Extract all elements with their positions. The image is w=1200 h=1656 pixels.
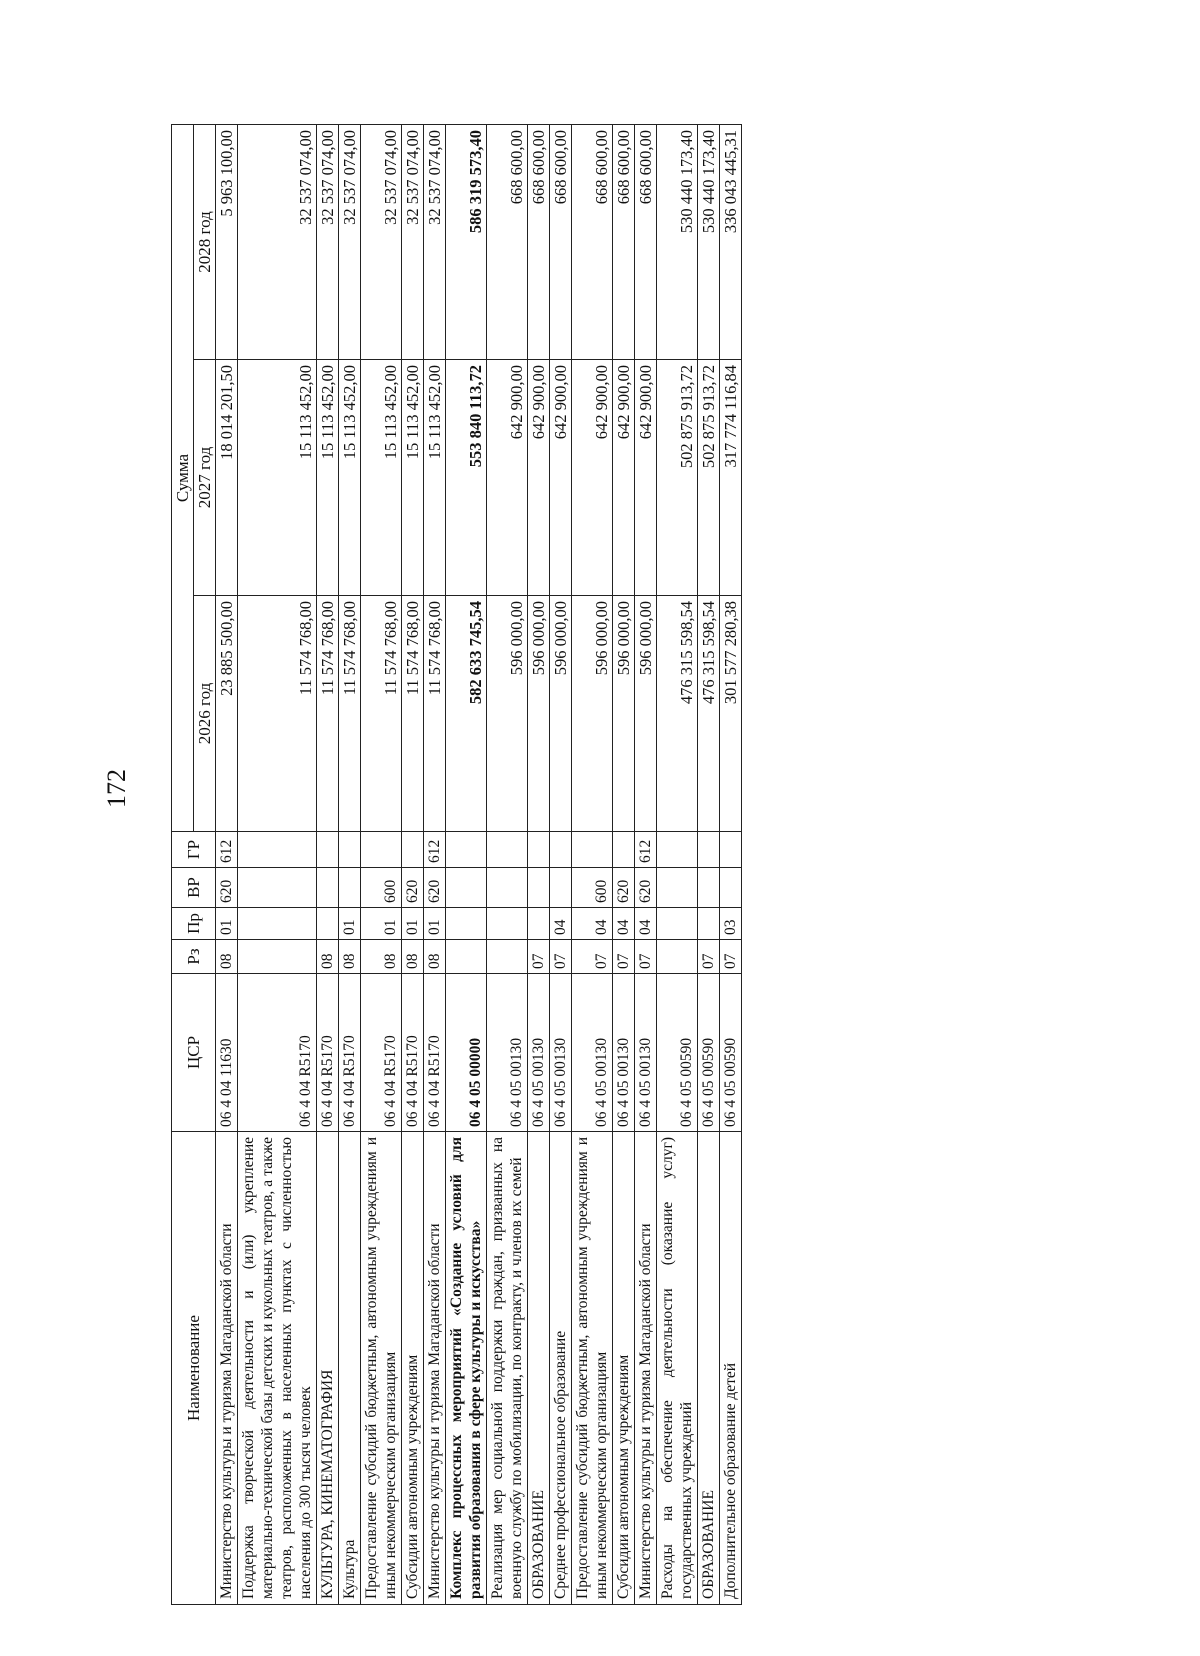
cell-pr: 04 bbox=[550, 908, 572, 940]
cell-pr: 04 bbox=[613, 908, 635, 940]
cell-sum-2028: 668 600,00 bbox=[635, 124, 657, 359]
header-gr: ГР bbox=[172, 832, 216, 868]
cell-name: Предоставление субсидий бюджетным, автономным учреждениям и иным некоммерческим организациям bbox=[361, 1132, 402, 1605]
cell-gr bbox=[361, 832, 402, 868]
cell-csr: 06 4 05 00000 bbox=[446, 974, 487, 1132]
table-body bbox=[216, 124, 742, 1604]
cell-sum-2026: 596 000,00 bbox=[528, 596, 550, 832]
cell-rz: 08 bbox=[216, 940, 238, 974]
table-row bbox=[572, 124, 613, 1604]
cell-csr: 06 4 05 00590 bbox=[698, 974, 720, 1132]
cell-sum-2026: 11 574 768,00 bbox=[317, 596, 339, 832]
cell-vr: 620 bbox=[635, 868, 657, 908]
cell-sum-2027: 15 113 452,00 bbox=[402, 360, 424, 596]
cell-rz bbox=[487, 940, 528, 974]
cell-sum-2028: 32 537 074,00 bbox=[238, 124, 317, 359]
cell-sum-2027: 15 113 452,00 bbox=[238, 360, 317, 596]
cell-gr bbox=[720, 832, 742, 868]
cell-pr bbox=[698, 908, 720, 940]
cell-pr bbox=[528, 908, 550, 940]
cell-vr: 620 bbox=[613, 868, 635, 908]
cell-name: Министерство культуры и туризма Магаданской области bbox=[216, 1132, 238, 1605]
cell-pr: 01 bbox=[339, 908, 361, 940]
cell-name: Расходы на обеспечение деятельности (оказание услуг) государственных учреждений bbox=[657, 1132, 698, 1605]
cell-pr bbox=[317, 908, 339, 940]
cell-csr: 06 4 05 00130 bbox=[635, 974, 657, 1132]
cell-sum-2028: 530 440 173,40 bbox=[657, 124, 698, 359]
cell-name: Дополнительное образование детей bbox=[720, 1132, 742, 1605]
cell-sum-2027: 642 900,00 bbox=[635, 360, 657, 596]
cell-sum-2028: 668 600,00 bbox=[550, 124, 572, 359]
cell-sum-2027: 642 900,00 bbox=[572, 360, 613, 596]
cell-gr bbox=[550, 832, 572, 868]
cell-name: ОБРАЗОВАНИЕ bbox=[698, 1132, 720, 1605]
table-row bbox=[424, 124, 446, 1604]
cell-pr bbox=[487, 908, 528, 940]
cell-pr: 04 bbox=[635, 908, 657, 940]
cell-vr bbox=[528, 868, 550, 908]
cell-sum-2028: 32 537 074,00 bbox=[317, 124, 339, 359]
cell-csr: 06 4 04 R5170 bbox=[361, 974, 402, 1132]
cell-sum-2028: 5 963 100,00 bbox=[216, 124, 238, 359]
cell-name: Субсидии автономным учреждениям bbox=[613, 1132, 635, 1605]
table-row bbox=[402, 124, 424, 1604]
cell-vr bbox=[550, 868, 572, 908]
table-row bbox=[528, 124, 550, 1604]
table-row bbox=[361, 124, 402, 1604]
cell-vr bbox=[720, 868, 742, 908]
cell-pr bbox=[238, 908, 317, 940]
cell-rz: 07 bbox=[528, 940, 550, 974]
rotated-table-container bbox=[171, 125, 1066, 1605]
table-row bbox=[657, 124, 698, 1604]
cell-sum-2027: 642 900,00 bbox=[528, 360, 550, 596]
cell-name: Предоставление субсидий бюджетным, автономным учреждениям и иным некоммерческим организациям bbox=[572, 1132, 613, 1605]
cell-vr: 620 bbox=[424, 868, 446, 908]
cell-rz bbox=[446, 940, 487, 974]
cell-sum-2027: 502 875 913,72 bbox=[698, 360, 720, 596]
cell-sum-2026: 582 633 745,54 bbox=[446, 596, 487, 832]
cell-sum-2026: 11 574 768,00 bbox=[238, 596, 317, 832]
cell-vr bbox=[317, 868, 339, 908]
header-name: Наименование bbox=[172, 1132, 216, 1605]
table-row bbox=[550, 124, 572, 1604]
cell-csr: 06 4 05 00130 bbox=[550, 974, 572, 1132]
table-row bbox=[487, 124, 528, 1604]
cell-gr bbox=[698, 832, 720, 868]
cell-sum-2026: 596 000,00 bbox=[487, 596, 528, 832]
cell-vr: 620 bbox=[216, 868, 238, 908]
cell-sum-2027: 642 900,00 bbox=[613, 360, 635, 596]
cell-rz: 07 bbox=[698, 940, 720, 974]
cell-rz: 07 bbox=[572, 940, 613, 974]
cell-sum-2028: 586 319 573,40 bbox=[446, 124, 487, 359]
cell-sum-2028: 32 537 074,00 bbox=[339, 124, 361, 359]
cell-sum-2026: 11 574 768,00 bbox=[424, 596, 446, 832]
cell-pr bbox=[446, 908, 487, 940]
cell-vr bbox=[446, 868, 487, 908]
cell-gr bbox=[238, 832, 317, 868]
page-number: 172 bbox=[102, 769, 131, 808]
cell-sum-2026: 596 000,00 bbox=[550, 596, 572, 832]
cell-gr bbox=[446, 832, 487, 868]
cell-csr: 06 4 05 00590 bbox=[720, 974, 742, 1132]
cell-sum-2027: 18 014 201,50 bbox=[216, 360, 238, 596]
cell-name: Культура bbox=[339, 1132, 361, 1605]
cell-pr: 01 bbox=[216, 908, 238, 940]
table-row bbox=[720, 124, 742, 1604]
table-row bbox=[613, 124, 635, 1604]
cell-csr: 06 4 04 11630 bbox=[216, 974, 238, 1132]
cell-gr bbox=[657, 832, 698, 868]
cell-rz: 08 bbox=[317, 940, 339, 974]
cell-sum-2028: 668 600,00 bbox=[528, 124, 550, 359]
cell-csr: 06 4 05 00130 bbox=[613, 974, 635, 1132]
cell-name: КУЛЬТУРА, КИНЕМАТОГРАФИЯ bbox=[317, 1132, 339, 1605]
cell-gr bbox=[572, 832, 613, 868]
table-row bbox=[216, 124, 238, 1604]
cell-name: Министерство культуры и туризма Магаданской области bbox=[635, 1132, 657, 1605]
cell-sum-2026: 301 577 280,38 bbox=[720, 596, 742, 832]
cell-sum-2026: 11 574 768,00 bbox=[361, 596, 402, 832]
cell-name: ОБРАЗОВАНИЕ bbox=[528, 1132, 550, 1605]
cell-sum-2026: 476 315 598,54 bbox=[657, 596, 698, 832]
cell-sum-2026: 596 000,00 bbox=[572, 596, 613, 832]
cell-name: Реализация мер социальной поддержки граждан, призванных на военную службу по мобилизации, по контракту, и членов их семей bbox=[487, 1132, 528, 1605]
cell-vr bbox=[487, 868, 528, 908]
cell-rz: 08 bbox=[402, 940, 424, 974]
cell-name: Субсидии автономным учреждениям bbox=[402, 1132, 424, 1605]
cell-sum-2027: 642 900,00 bbox=[550, 360, 572, 596]
cell-sum-2028: 668 600,00 bbox=[572, 124, 613, 359]
cell-pr bbox=[657, 908, 698, 940]
cell-gr bbox=[613, 832, 635, 868]
cell-csr: 06 4 05 00130 bbox=[528, 974, 550, 1132]
cell-sum-2028: 668 600,00 bbox=[613, 124, 635, 359]
table-row bbox=[446, 124, 487, 1604]
cell-sum-2027: 15 113 452,00 bbox=[317, 360, 339, 596]
cell-sum-2027: 15 113 452,00 bbox=[361, 360, 402, 596]
cell-sum-2027: 15 113 452,00 bbox=[339, 360, 361, 596]
cell-sum-2026: 23 885 500,00 bbox=[216, 596, 238, 832]
cell-gr: 612 bbox=[635, 832, 657, 868]
cell-pr: 01 bbox=[424, 908, 446, 940]
cell-vr bbox=[657, 868, 698, 908]
cell-vr: 600 bbox=[361, 868, 402, 908]
cell-gr: 612 bbox=[216, 832, 238, 868]
cell-sum-2026: 596 000,00 bbox=[635, 596, 657, 832]
cell-csr: 06 4 05 00130 bbox=[572, 974, 613, 1132]
cell-csr: 06 4 04 R5170 bbox=[317, 974, 339, 1132]
header-year-2027: 2027 год bbox=[194, 360, 216, 596]
cell-csr: 06 4 04 R5170 bbox=[238, 974, 317, 1132]
table-row bbox=[339, 124, 361, 1604]
cell-sum-2028: 32 537 074,00 bbox=[424, 124, 446, 359]
cell-sum-2026: 596 000,00 bbox=[613, 596, 635, 832]
cell-sum-2028: 530 440 173,40 bbox=[698, 124, 720, 359]
header-year-2026: 2026 год bbox=[194, 596, 216, 832]
cell-sum-2027: 642 900,00 bbox=[487, 360, 528, 596]
cell-csr: 06 4 04 R5170 bbox=[402, 974, 424, 1132]
cell-rz: 07 bbox=[550, 940, 572, 974]
cell-csr: 06 4 05 00590 bbox=[657, 974, 698, 1132]
cell-vr: 600 bbox=[572, 868, 613, 908]
cell-name: Поддержка творческой деятельности и (или) укрепление материально-технической базы детских и кукольных театров, а также театров, расположенных в населенных пунктах с численностью населения до 300 тысяч человек bbox=[238, 1132, 317, 1605]
cell-gr bbox=[317, 832, 339, 868]
cell-rz bbox=[238, 940, 317, 974]
cell-vr: 620 bbox=[402, 868, 424, 908]
cell-gr bbox=[339, 832, 361, 868]
cell-sum-2027: 317 774 116,84 bbox=[720, 360, 742, 596]
cell-name: Комплекс процессных мероприятий «Создание условий для развития образования в сфере культуры и искусства» bbox=[446, 1132, 487, 1605]
cell-vr bbox=[238, 868, 317, 908]
cell-sum-2028: 668 600,00 bbox=[487, 124, 528, 359]
table-row bbox=[698, 124, 720, 1604]
cell-sum-2027: 502 875 913,72 bbox=[657, 360, 698, 596]
header-rz: Рз bbox=[172, 940, 216, 974]
header-row-1 bbox=[172, 124, 194, 1604]
cell-rz bbox=[657, 940, 698, 974]
cell-rz: 08 bbox=[424, 940, 446, 974]
cell-csr: 06 4 04 R5170 bbox=[424, 974, 446, 1132]
cell-rz: 08 bbox=[339, 940, 361, 974]
cell-rz: 07 bbox=[613, 940, 635, 974]
cell-rz: 07 bbox=[635, 940, 657, 974]
header-year-2028: 2028 год bbox=[194, 124, 216, 359]
cell-rz: 08 bbox=[361, 940, 402, 974]
cell-pr: 01 bbox=[402, 908, 424, 940]
header-pr: Пр bbox=[172, 908, 216, 940]
budget-table bbox=[171, 124, 742, 1605]
cell-gr bbox=[487, 832, 528, 868]
cell-sum-2028: 336 043 445,31 bbox=[720, 124, 742, 359]
cell-sum-2026: 11 574 768,00 bbox=[402, 596, 424, 832]
cell-rz: 07 bbox=[720, 940, 742, 974]
cell-csr: 06 4 05 00130 bbox=[487, 974, 528, 1132]
header-csr: ЦСР bbox=[172, 974, 216, 1132]
cell-sum-2027: 553 840 113,72 bbox=[446, 360, 487, 596]
cell-name: Среднее профессиональное образование bbox=[550, 1132, 572, 1605]
cell-sum-2028: 32 537 074,00 bbox=[361, 124, 402, 359]
header-sum: Сумма bbox=[172, 124, 194, 831]
cell-sum-2026: 11 574 768,00 bbox=[339, 596, 361, 832]
cell-name: Министерство культуры и туризма Магаданской области bbox=[424, 1132, 446, 1605]
cell-gr: 612 bbox=[424, 832, 446, 868]
cell-gr bbox=[402, 832, 424, 868]
table-row bbox=[317, 124, 339, 1604]
cell-sum-2026: 476 315 598,54 bbox=[698, 596, 720, 832]
cell-pr: 03 bbox=[720, 908, 742, 940]
header-vr: ВР bbox=[172, 868, 216, 908]
cell-sum-2028: 32 537 074,00 bbox=[402, 124, 424, 359]
cell-pr: 04 bbox=[572, 908, 613, 940]
table-row bbox=[238, 124, 317, 1604]
table-row bbox=[635, 124, 657, 1604]
cell-pr: 01 bbox=[361, 908, 402, 940]
cell-vr bbox=[698, 868, 720, 908]
cell-vr bbox=[339, 868, 361, 908]
cell-csr: 06 4 04 R5170 bbox=[339, 974, 361, 1132]
cell-sum-2027: 15 113 452,00 bbox=[424, 360, 446, 596]
cell-gr bbox=[528, 832, 550, 868]
